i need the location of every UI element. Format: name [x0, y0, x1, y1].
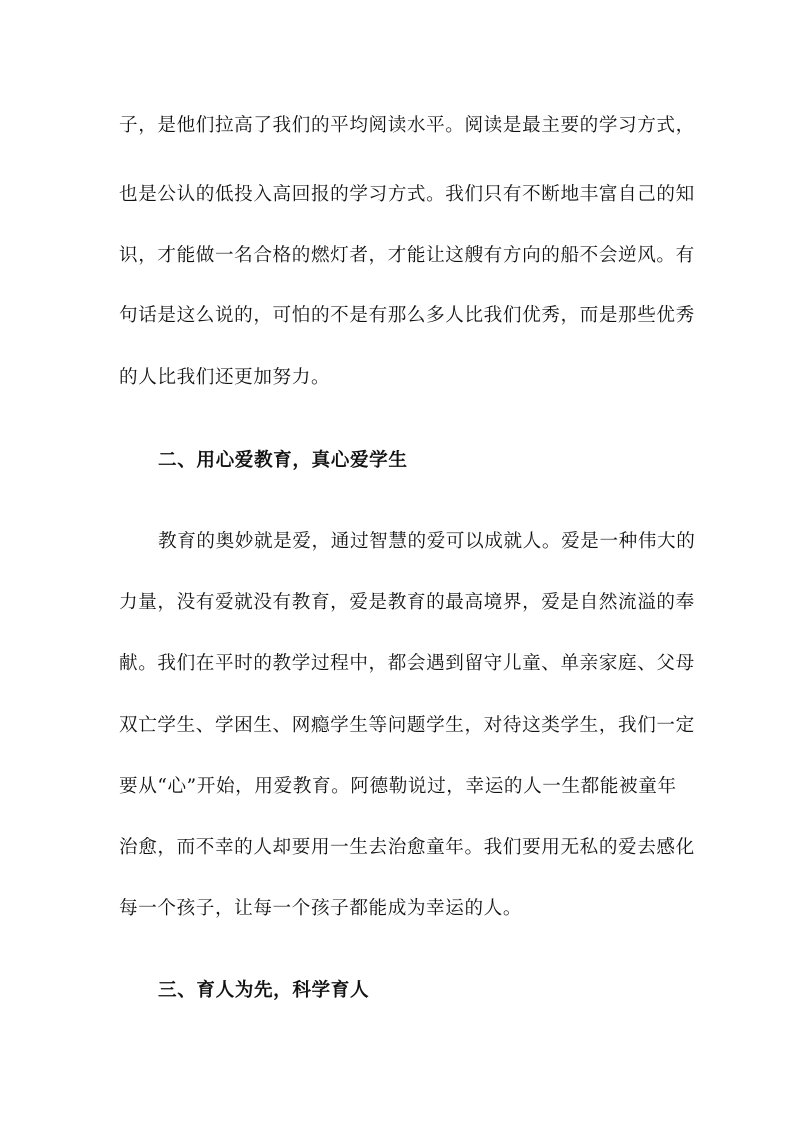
- paragraph-line: 献。我们在平时的教学过程中，都会遇到留守儿童、单亲家庭、父母: [119, 653, 695, 674]
- paragraph-line: 句话是这么说的，可怕的不是有那么多人比我们优秀，而是那些优秀: [119, 305, 695, 326]
- section-heading-3: 三、育人为先，科学育人: [158, 980, 370, 1001]
- paragraph-line: 子，是他们拉高了我们的平均阅读水平。阅读是最主要的学习方式，: [119, 115, 695, 136]
- paragraph-line: 教育的奥妙就是爱，通过智慧的爱可以成就人。爱是一种伟大的: [158, 531, 696, 552]
- paragraph-line: 双亡学生、学困生、网瘾学生等问题学生，对待这类学生，我们一定: [119, 715, 695, 736]
- section-heading-2: 二、用心爱教育，真心爱学生: [158, 450, 408, 471]
- paragraph-line: 识，才能做一名合格的燃灯者，才能让这艘有方向的船不会逆风。有: [119, 245, 695, 266]
- paragraph-line: 要从“心”开始，用爱教育。阿德勒说过，幸运的人一生都能被童年: [119, 776, 677, 797]
- paragraph-line: 力量，没有爱就没有教育，爱是教育的最高境界，爱是自然流溢的奉: [119, 592, 695, 613]
- paragraph-line: 治愈，而不幸的人却要用一生去治愈童年。我们要用无私的爱去感化: [119, 837, 695, 858]
- paragraph-line: 也是公认的低投入高回报的学习方式。我们只有不断地丰富自己的知: [119, 184, 695, 205]
- paragraph-line: 的人比我们还更加努力。: [119, 367, 331, 388]
- paragraph-line: 每一个孩子，让每一个孩子都能成为幸运的人。: [119, 898, 523, 919]
